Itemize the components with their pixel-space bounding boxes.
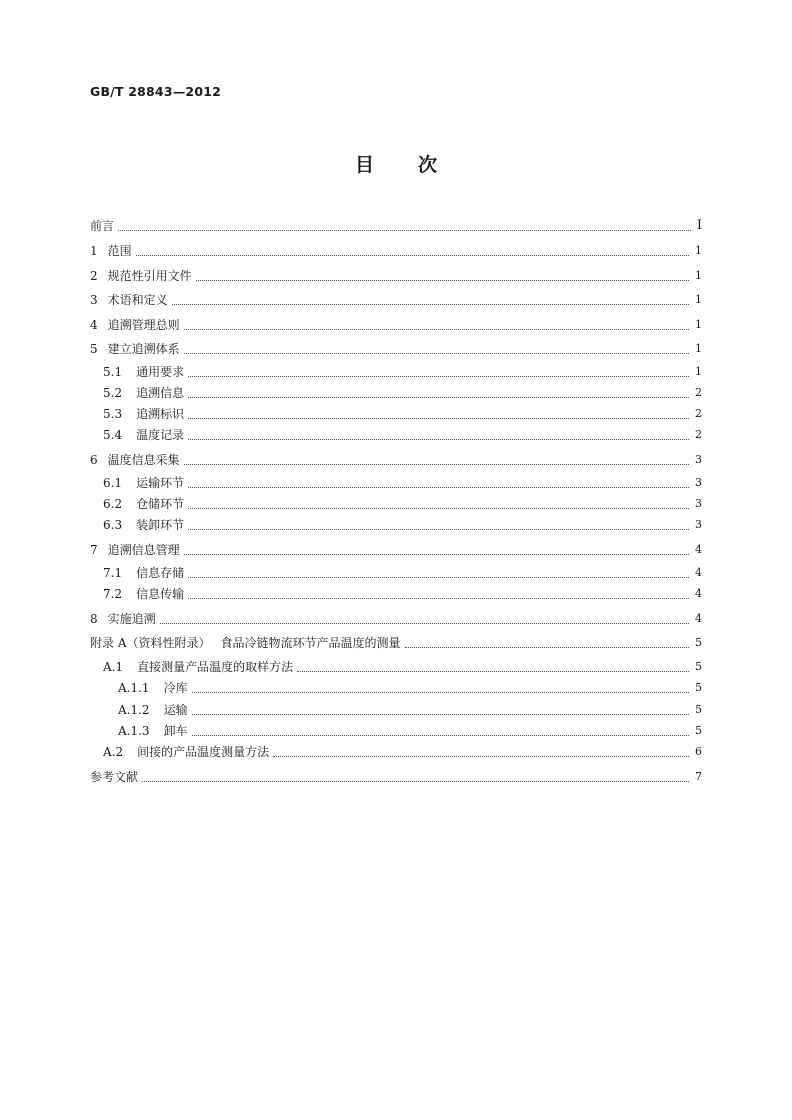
toc-page-number: 1 (695, 269, 702, 282)
toc-entry-number: 6.3 (103, 518, 123, 532)
toc-entry-text: 追溯管理总则 (107, 318, 180, 332)
toc-entry[interactable] (90, 657, 702, 677)
toc-entry-label (90, 216, 118, 236)
toc-entry-text: 仓储环节 (136, 497, 185, 511)
toc-entry-text: 运输环节 (136, 476, 185, 490)
toc-entry-label (90, 315, 184, 335)
toc-leader-dots (297, 671, 689, 672)
toc-entry-text: 通用要求 (136, 365, 185, 379)
toc-page-number: 4 (695, 612, 702, 625)
toc-entry-label (90, 609, 160, 629)
toc-entry-number: A.1.3 (118, 724, 150, 738)
toc-entry-label (90, 540, 184, 560)
toc-entry-label (90, 266, 196, 286)
toc-entry-number: A.2 (103, 745, 124, 759)
toc-entry[interactable] (90, 700, 702, 720)
toc-entry-text: 实施追溯 (107, 612, 156, 626)
toc-entry-text: 前言 (90, 219, 115, 233)
toc-entry[interactable] (90, 540, 702, 560)
toc-leader-dots (196, 280, 689, 281)
toc-entry-number: 1 (90, 244, 98, 258)
toc-entry-label (90, 425, 188, 445)
toc-entry-text: 信息传输 (136, 587, 185, 601)
toc-entry[interactable] (90, 742, 702, 762)
toc-page-number: 5 (695, 681, 702, 694)
toc-entry-label (90, 767, 142, 787)
toc-page-number: 4 (695, 566, 702, 579)
toc-entry-number: 2 (90, 269, 98, 283)
toc-page-number: 4 (695, 587, 702, 600)
toc-entry[interactable] (90, 290, 702, 310)
toc-entry[interactable] (90, 266, 702, 286)
toc-page-number: 2 (695, 428, 702, 441)
toc-page-number: 2 (695, 407, 702, 420)
toc-entry-text: 直接测量产品温度的取样方法 (137, 660, 294, 674)
toc-page-number: 6 (695, 745, 702, 758)
toc-page-number: 5 (695, 703, 702, 716)
toc-entry-text: 追溯信息管理 (107, 543, 180, 557)
toc-page-number: 3 (695, 497, 702, 510)
toc-page-number: 1 (695, 293, 702, 306)
toc-leader-dots (160, 623, 689, 624)
toc-leader-dots (188, 529, 689, 530)
toc-entry-label (90, 515, 188, 535)
toc-entry-text: 参考文献 (90, 770, 139, 784)
toc-entry-number: A.1.2 (118, 703, 150, 717)
toc-leader-dots (192, 692, 689, 693)
toc-leader-dots (188, 439, 689, 440)
toc-entry[interactable] (90, 678, 702, 698)
toc-title-char-1: 目 (354, 154, 374, 176)
toc-entry-label (90, 742, 273, 762)
toc-entry[interactable] (90, 425, 702, 445)
toc-leader-dots (184, 329, 689, 330)
toc-leader-dots (192, 735, 689, 736)
toc-leader-dots (273, 756, 689, 757)
toc-leader-dots (118, 230, 691, 231)
toc-entry[interactable] (90, 767, 702, 787)
toc-entry-text: 卸车 (163, 724, 188, 738)
toc-entry-label (90, 404, 188, 424)
toc-entry-label (90, 339, 184, 359)
toc-entry[interactable] (90, 404, 702, 424)
toc-entry-text: 建立追溯体系 (107, 342, 180, 356)
toc-leader-dots (184, 554, 689, 555)
toc-leader-dots (172, 304, 689, 305)
toc-entry-number: 6.2 (103, 497, 123, 511)
toc-entry[interactable] (90, 339, 702, 359)
toc-leader-dots (188, 577, 689, 578)
toc-leader-dots (136, 255, 689, 256)
toc-entry-number: 6 (90, 453, 98, 467)
toc-entry-number: 8 (90, 612, 98, 626)
toc-entry[interactable] (90, 315, 702, 335)
toc-entry[interactable] (90, 515, 702, 535)
toc-entry[interactable] (90, 633, 702, 653)
toc-entry[interactable] (90, 383, 702, 403)
toc-leader-dots (192, 714, 689, 715)
toc-entry-number: 5.4 (103, 428, 123, 442)
toc-page-number: 3 (695, 476, 702, 489)
toc-leader-dots (188, 376, 689, 377)
standard-number: GB/T 28843—2012 (90, 84, 222, 99)
toc-entry-label (90, 657, 297, 677)
toc-entry-text: 装卸环节 (136, 518, 185, 532)
toc-entry-text: 温度信息采集 (107, 453, 180, 467)
toc-page-number: I (696, 218, 702, 233)
toc-title (0, 150, 792, 177)
toc-entry-text: 间接的产品温度测量方法 (137, 745, 270, 759)
toc-entry[interactable] (90, 216, 702, 236)
toc-entry-number: 7.2 (103, 587, 123, 601)
toc-entry-label (90, 241, 136, 261)
toc-entry-number: 7.1 (103, 566, 123, 580)
toc-entry-text: 运输 (163, 703, 188, 717)
toc-entry[interactable] (90, 241, 702, 261)
toc-entry-number: 5.3 (103, 407, 123, 421)
toc-page-number: 5 (695, 636, 702, 649)
toc-leader-dots (405, 647, 690, 648)
toc-leader-dots (188, 598, 689, 599)
toc-entry-text: 食品冷链物流环节产品温度的测量 (220, 636, 401, 650)
toc-page-number: 3 (695, 453, 702, 466)
toc-entry-number: 5 (90, 342, 98, 356)
toc-page-number: 4 (695, 543, 702, 556)
toc-entry-label (90, 633, 405, 653)
toc-page-number: 7 (695, 770, 702, 783)
toc-entry-label (90, 362, 188, 382)
toc-entry-number: 5.2 (103, 386, 123, 400)
toc-page-number: 5 (695, 660, 702, 673)
toc-entry-text: 范围 (107, 244, 132, 258)
toc-entry-text: 温度记录 (136, 428, 185, 442)
toc-entry-number: A.1 (103, 660, 124, 674)
toc-entry[interactable] (90, 609, 702, 629)
toc-entry-label (90, 584, 188, 604)
toc-entry-number: 附录 A（资料性附录） (90, 636, 211, 650)
toc-entry-number: 7 (90, 543, 98, 557)
toc-leader-dots (184, 464, 689, 465)
toc-page-number: 1 (695, 365, 702, 378)
toc-page-number: 5 (695, 724, 702, 737)
toc-entry[interactable] (90, 494, 702, 514)
toc-entry[interactable] (90, 584, 702, 604)
toc-entry-number: 4 (90, 318, 98, 332)
toc-leader-dots (142, 781, 689, 782)
toc-entry-label (90, 700, 192, 720)
toc-leader-dots (188, 508, 689, 509)
toc-entry-label (90, 290, 172, 310)
toc-entry-number: 5.1 (103, 365, 123, 379)
toc-entry-text: 规范性引用文件 (107, 269, 192, 283)
toc-entry-label (90, 383, 188, 403)
toc-entry-number: A.1.1 (118, 681, 150, 695)
toc-leader-dots (184, 353, 689, 354)
toc-page-number: 2 (695, 386, 702, 399)
toc-entry-text: 术语和定义 (107, 293, 168, 307)
toc-entry-number: 3 (90, 293, 98, 307)
toc-page-number: 1 (695, 244, 702, 257)
toc-entry[interactable] (90, 721, 702, 741)
toc-leader-dots (188, 397, 689, 398)
toc-entry-label (90, 721, 192, 741)
toc-entry-label (90, 473, 188, 493)
toc-entry-label (90, 678, 192, 698)
toc-page-number: 3 (695, 518, 702, 531)
toc-page-number: 1 (695, 318, 702, 331)
toc-leader-dots (188, 418, 689, 419)
toc-entry-label (90, 450, 184, 470)
toc-entry[interactable] (90, 450, 702, 470)
toc-entry-number: 6.1 (103, 476, 123, 490)
toc-title-char-2: 次 (418, 154, 438, 176)
toc-page-number: 1 (695, 342, 702, 355)
toc-entry-label (90, 494, 188, 514)
toc-entry[interactable] (90, 563, 702, 583)
toc-entry-text: 追溯标识 (136, 407, 185, 421)
toc-leader-dots (188, 487, 689, 488)
toc-entry[interactable] (90, 362, 702, 382)
toc-entry-text: 信息存储 (136, 566, 185, 580)
toc-entry-text: 追溯信息 (136, 386, 185, 400)
toc-entry-label (90, 563, 188, 583)
toc-entry-text: 冷库 (163, 681, 188, 695)
toc-entry[interactable] (90, 473, 702, 493)
